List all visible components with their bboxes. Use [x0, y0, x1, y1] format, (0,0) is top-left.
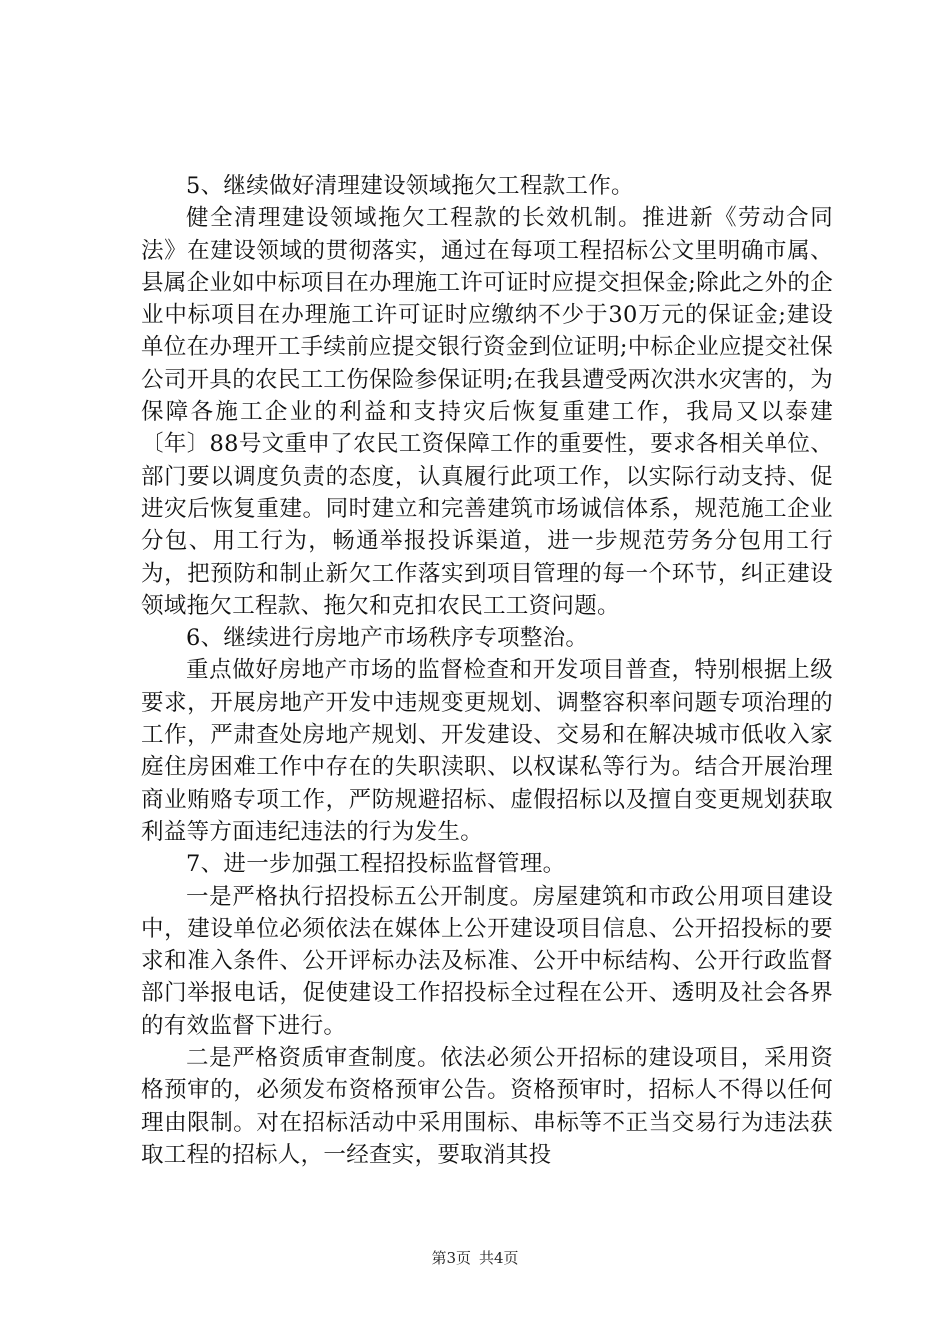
section-heading-7: 7、进一步加强工程招投标监督管理。	[186, 851, 566, 878]
page-number: 第3页	[431, 1249, 471, 1267]
page-footer	[0, 1248, 950, 1268]
body-paragraph: 二是严格资质审查制度。依法必须公开招标的建设项目，采用资格预审的，必须发布资格预审公告。资格预审时，招标人不得以任何理由限制。对在招标活动中采用围标、串标等不正当交易行为违法获取工程的招标人，一经查实，要取消其投	[141, 1045, 833, 1168]
document-body	[141, 170, 833, 1171]
body-paragraph: 一是严格执行招投标五公开制度。房屋建筑和市政公用项目建设中，建设单位必须依法在媒体上公开建设项目信息、公开招投标的要求和准入条件、公开评标办法及标准、公开中标结构、公开行政监督部门举报电话，促使建设工作招投标全过程在公开、透明及社会各界的有效监督下进行。	[141, 883, 833, 1039]
body-paragraph: 重点做好房地产市场的监督检查和开发项目普查，特别根据上级要求，开展房地产开发中违规变更规划、调整容积率问题专项治理的工作，严肃查处房地产规划、开发建设、交易和在解决城市低收入家庭住房困难工作中存在的失职渎职、以权谋私等行为。结合开展治理商业贿赂专项工作，严防规避招标、虚假招标以及擅自变更规划获取利益等方面违纪违法的行为发生。	[141, 657, 833, 845]
section-heading-6: 6、继续进行房地产市场秩序专项整治。	[186, 625, 589, 652]
body-paragraph: 健全清理建设领域拖欠工程款的长效机制。推进新《劳动合同法》在建设领域的贯彻落实，通过在每项工程招标公文里明确市属、县属企业如中标项目在办理施工许可证时应提交担保金;除此之外的企业中标项目在办理施工许可证时应缴纳不少于30万元的保证金;建设单位在办理开工手续前应提交银行资金到位证明;中标企业应提交社保公司开具的农民工工伤保险参保证明;在我县遭受两次洪水灾害的，为保障各施工企业的利益和支持灾后恢复重建工作，我局又以泰建〔年〕88号文重申了农民工资保障工作的重要性，要求各相关单位、部门要以调度负责的态度，认真履行此项工作，以实际行动支持、促进灾后恢复重建。同时建立和完善建筑市场诚信体系，规范施工企业分包、用工行为，畅通举报投诉渠道，进一步规范劳务分包用工行为，把预防和制止新欠工作落实到项目管理的每一个环节，纠正建设领域拖欠工程款、拖欠和克扣农民工工资问题。	[141, 205, 833, 619]
section-heading-5: 5、继续做好清理建设领域拖欠工程款工作。	[186, 173, 634, 199]
page-total: 共4页	[479, 1249, 519, 1267]
